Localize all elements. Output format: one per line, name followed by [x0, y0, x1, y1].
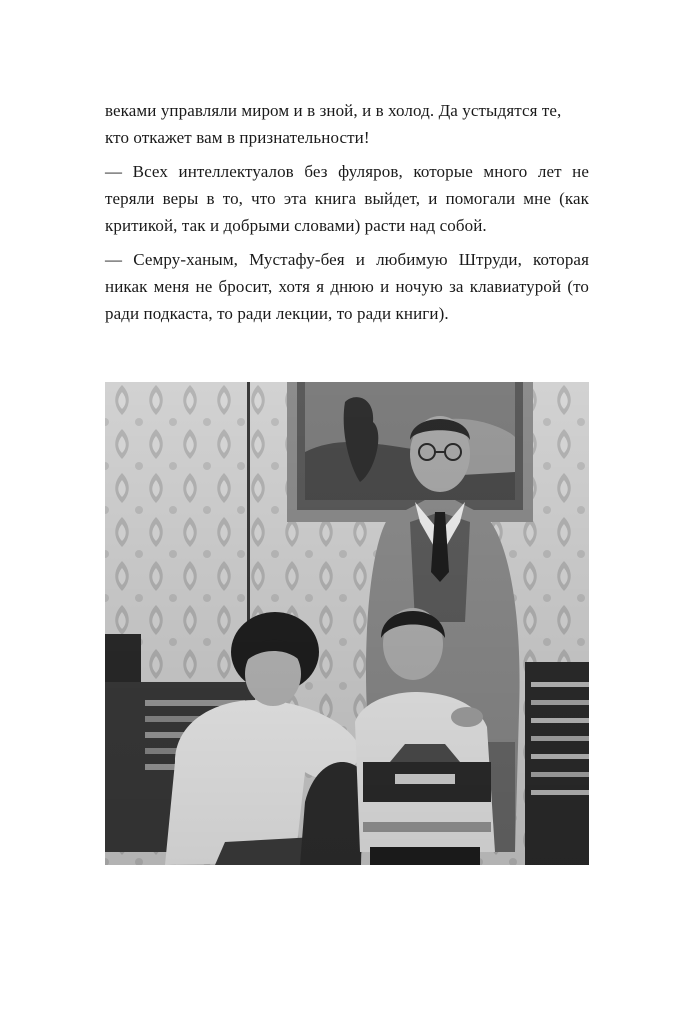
paragraph-family: — Семру-ханым, Мустафу-бея и любимую Штруди, которая никак меня не бросит, хотя я днюю и ночую за клавиатурой (то ради подкаста, то ради лекции, то ради книги).: [105, 250, 589, 323]
photo-vignette: [105, 382, 589, 865]
family-photo: [105, 382, 589, 865]
paragraph-continuation: веками управляли миром и в зной, и в холод. Да устыдятся те, кто откажет вам в признательности!: [105, 101, 562, 147]
body-text: [105, 97, 589, 334]
paragraph-intellectuals: — Всех интеллектуалов без фуляров, которые много лет не теряли веры в то, что эта книга выйдет, и помогали мне (как критикой, так и добрыми словами) расти над собой.: [105, 162, 589, 235]
